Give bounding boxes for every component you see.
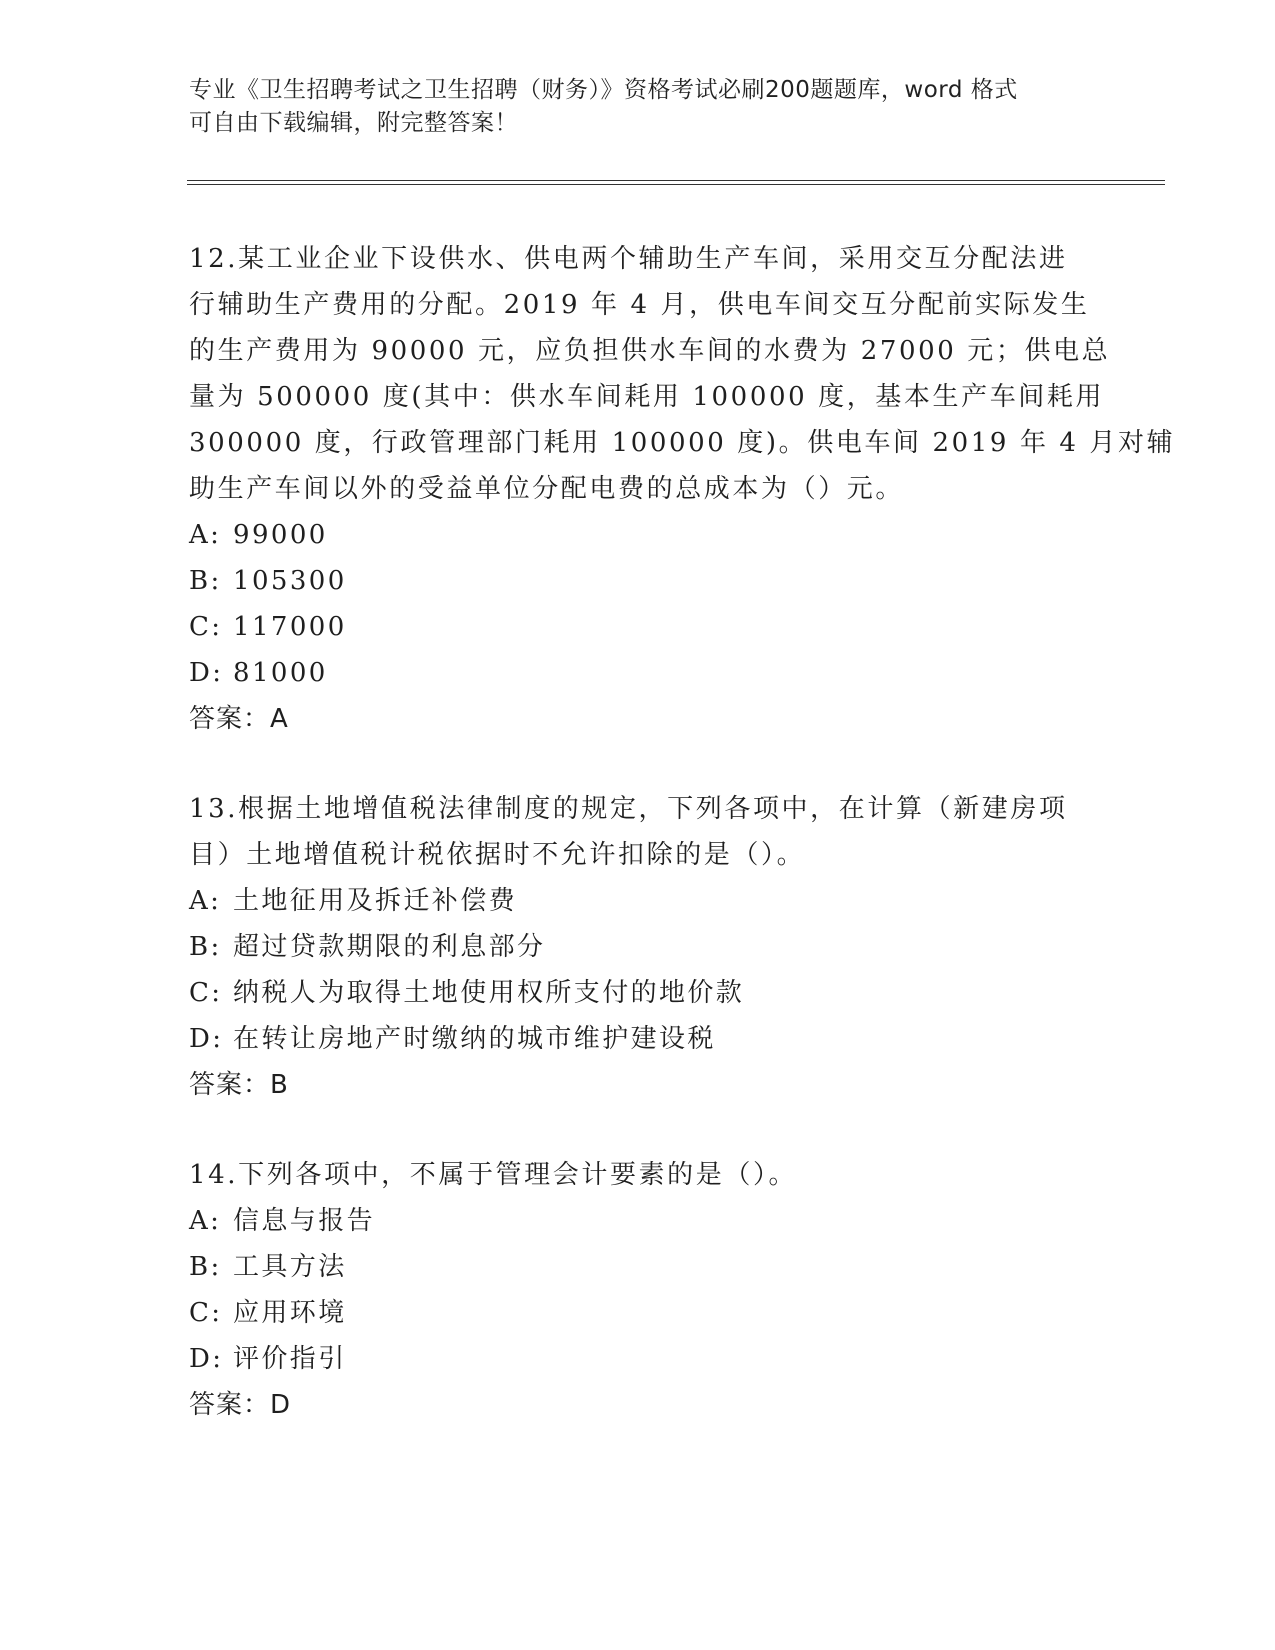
option-text: 信息与报告 (233, 1206, 376, 1236)
answer-label: 答案：A (189, 704, 289, 734)
question-text-line: 300000 度，行政管理部门耗用 100000 度)。供电车间 2019 年 4 月对辅 (189, 428, 1176, 458)
question-text-line: 量为 500000 度(其中：供水车间耗用 100000 度，基本生产车间耗用 (189, 382, 1105, 412)
answer-label: 答案：B (189, 1070, 289, 1100)
option-b (189, 558, 1089, 604)
question-list (189, 236, 1176, 1428)
question-text-line: 13.根据土地增值税法律制度的规定，下列各项中，在计算（新建房项 (189, 794, 1068, 824)
question-text-line: 12.某工业企业下设供水、供电两个辅助生产车间，采用交互分配法进 (189, 244, 1068, 274)
option-text: 117000 (233, 612, 347, 642)
option-letter: D: (189, 658, 224, 688)
option-text: 在转让房地产时缴纳的城市维护建设税 (233, 1024, 716, 1054)
option-text: 应用环境 (233, 1298, 347, 1328)
option-d (189, 1016, 1089, 1062)
option-text: 土地征用及拆迁补偿费 (233, 886, 518, 916)
question-text-line: 目）土地增值税计税依据时不允许扣除的是（）。 (189, 840, 806, 870)
option-c (189, 604, 1089, 650)
question-spacer (189, 1108, 1089, 1152)
option-letter: A: (189, 1206, 222, 1236)
option-d (189, 650, 1089, 696)
option-a (189, 878, 1089, 924)
option-letter: B: (189, 1252, 222, 1282)
answer-label: 答案：D (189, 1390, 292, 1420)
option-letter: C: (189, 1298, 223, 1328)
header-divider-bottom (187, 184, 1165, 185)
option-b (189, 1244, 1089, 1290)
option-letter: C: (189, 612, 223, 642)
option-text: 纳税人为取得土地使用权所支付的地价款 (233, 978, 745, 1008)
option-text: 99000 (233, 520, 328, 550)
question-spacer (189, 742, 1089, 786)
header-divider-top (187, 180, 1165, 181)
option-letter: C: (189, 978, 223, 1008)
option-b (189, 924, 1089, 970)
question-12 (189, 236, 1176, 742)
option-letter: B: (189, 932, 222, 962)
option-d (189, 1336, 1089, 1382)
option-text: 81000 (233, 658, 328, 688)
document-header (189, 74, 1069, 140)
option-letter: A: (189, 886, 222, 916)
option-letter: A: (189, 520, 222, 550)
option-text: 评价指引 (233, 1344, 347, 1374)
option-a (189, 512, 1089, 558)
option-letter: D: (189, 1024, 224, 1054)
option-letter: D: (189, 1344, 224, 1374)
question-text-line: 的生产费用为 90000 元，应负担供水车间的水费为 27000 元；供电总 (189, 336, 1111, 366)
question-text-line: 14.下列各项中，不属于管理会计要素的是（）。 (189, 1160, 798, 1190)
header-line-2: 可自由下载编辑，附完整答案！ (189, 110, 518, 136)
option-text: 工具方法 (233, 1252, 347, 1282)
question-text-line: 行辅助生产费用的分配。2019 年 4 月，供电车间交互分配前实际发生 (189, 290, 1090, 320)
option-letter: B: (189, 566, 222, 596)
option-a (189, 1198, 1089, 1244)
option-c (189, 1290, 1089, 1336)
question-14 (189, 1152, 1089, 1428)
option-c (189, 970, 1089, 1016)
option-text: 超过贷款期限的利息部分 (233, 932, 546, 962)
header-line-1: 专业《卫生招聘考试之卫生招聘（财务）》资格考试必刷200题题库，word 格式 (189, 77, 1018, 103)
question-text-line: 助生产车间以外的受益单位分配电费的总成本为（）元。 (189, 474, 905, 504)
option-text: 105300 (233, 566, 347, 596)
question-13 (189, 786, 1089, 1108)
